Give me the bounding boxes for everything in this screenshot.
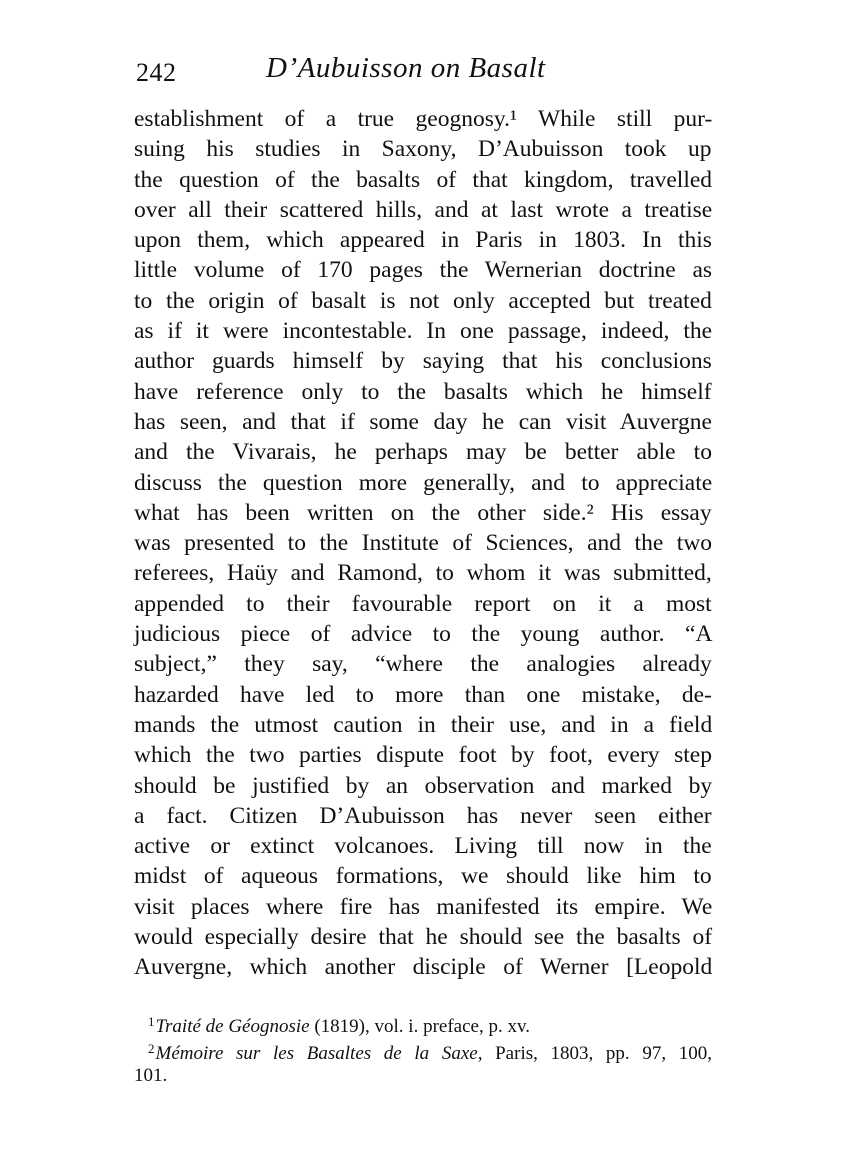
text-line: has seen, and that if some day he can visit Auvergne	[134, 408, 712, 435]
text-line: subject,” they say, “where the analogies already	[134, 651, 712, 678]
footnote-number: 2	[148, 1041, 155, 1056]
footnote-2-continuation: 101.	[134, 1065, 168, 1086]
text-line: was presented to the Institute of Sciences, and the two	[134, 530, 713, 557]
page-number: 242	[136, 58, 177, 87]
text-line: Auvergne, which another disciple of Werner [Leopold	[134, 954, 713, 981]
text-line: discuss the question more generally, and to appreciate	[134, 469, 713, 496]
footnote-1	[134, 1008, 712, 1035]
body-text	[134, 104, 712, 983]
text-line: appended to their favourable report on it a most	[134, 590, 712, 617]
footnote-title: Mémoire sur les Basaltes de la Saxe,	[155, 1043, 483, 1064]
text-line: a fact. Citizen D’Aubuisson has never seen either	[134, 802, 712, 829]
footnote-number: 1	[148, 1014, 155, 1029]
text-line: would especially desire that he should see the basalts of	[134, 924, 713, 951]
text-line: upon them, which appeared in Paris in 1803. In this	[134, 227, 712, 254]
text-line: to the origin of basalt is not only accepted but treated	[134, 287, 712, 314]
footnote-title: Traité de Géognosie	[155, 1016, 310, 1037]
text-line: visit places where fire has manifested its empire. We	[134, 893, 713, 920]
text-line: little volume of 170 pages the Wernerian doctrine as	[134, 257, 713, 284]
text-line: mands the utmost caution in their use, and in a field	[134, 711, 713, 738]
running-title: D’Aubuisson on Basalt	[266, 52, 546, 84]
text-line: referees, Haüy and Ramond, to whom it was submitted,	[134, 560, 712, 587]
text-line: what has been written on the other side.² His essay	[134, 499, 712, 526]
text-line: suing his studies in Saxony, D’Aubuisson took up	[134, 136, 712, 163]
text-line: active or extinct volcanoes. Living till now in the	[134, 833, 712, 860]
text-line: hazarded have led to more than one mistake, de-	[134, 681, 712, 708]
text-line: midst of aqueous formations, we should like him to	[134, 863, 712, 890]
text-line: establishment of a true geognosy.¹ While still pur-	[134, 106, 713, 132]
text-line: the question of the basalts of that kingdom, travelled	[134, 166, 713, 193]
footnote-2	[134, 1035, 712, 1062]
text-line: and the Vivarais, he perhaps may be better able to	[134, 439, 712, 466]
text-line: should be justified by an observation and marked by	[134, 772, 713, 799]
text-line: over all their scattered hills, and at last wrote a treatise	[134, 196, 713, 223]
text-line: as if it were incontestable. In one passage, indeed, the	[134, 318, 713, 345]
text-line: judicious piece of advice to the young author. “A	[134, 621, 713, 648]
footnote-text: Paris, 1803, pp. 97, 100,	[482, 1043, 713, 1064]
text-line: have reference only to the basalts which he himself	[134, 378, 712, 405]
text-line: which the two parties dispute foot by foot, every step	[134, 742, 712, 769]
footnotes	[134, 1008, 712, 1089]
footnote-text: (1819), vol. i. preface, p. xv.	[309, 1016, 530, 1037]
page-header	[136, 52, 716, 92]
text-line: author guards himself by saying that his conclusions	[134, 348, 712, 375]
